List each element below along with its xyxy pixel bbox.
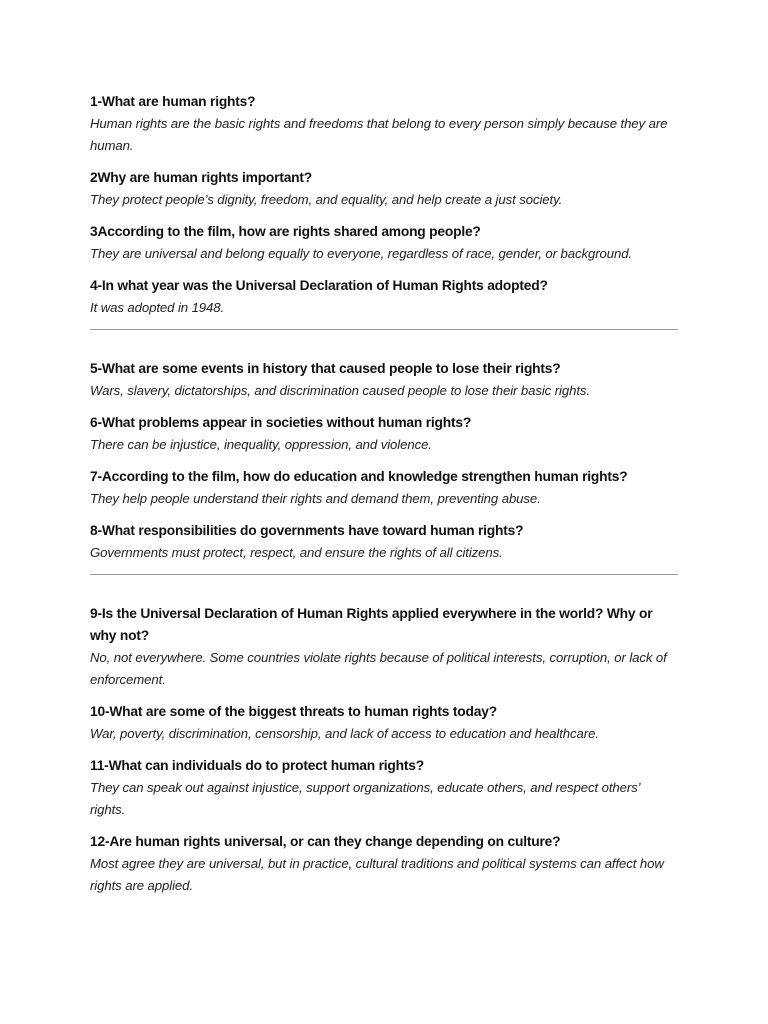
answer-5: Wars, slavery, dictatorships, and discrimination caused people to lose their basic rights.: [90, 383, 590, 398]
qa-item-1: [90, 91, 678, 157]
question-7: 7-According to the film, how do education and knowledge strengthen human rights?: [90, 469, 628, 484]
question-9: 9-Is the Universal Declaration of Human Rights applied everywhere in the world? Why or why not?: [90, 606, 653, 643]
qa-item-7: [90, 466, 678, 510]
section-3: [90, 603, 678, 897]
answer-7: They help people understand their rights and demand them, preventing abuse.: [90, 491, 541, 506]
answer-12: Most agree they are universal, but in practice, cultural traditions and political systems can affect how rights are applied.: [90, 856, 664, 893]
section-1: [90, 91, 678, 319]
answer-11: They can speak out against injustice, support organizations, educate others, and respect others’ rights.: [90, 780, 640, 817]
qa-item-2: [90, 167, 678, 211]
section-2: [90, 358, 678, 564]
answer-6: There can be injustice, inequality, oppression, and violence.: [90, 437, 432, 452]
qa-item-9: [90, 603, 678, 691]
qa-item-4: [90, 275, 678, 319]
qa-item-5: [90, 358, 678, 402]
section-divider-2: [90, 574, 678, 575]
question-12: 12-Are human rights universal, or can they change depending on culture?: [90, 834, 561, 849]
qa-item-3: [90, 221, 678, 265]
question-1: 1-What are human rights?: [90, 94, 256, 109]
answer-9: No, not everywhere. Some countries violate rights because of political interests, corruption, or lack of enforcement.: [90, 650, 667, 687]
question-3: 3According to the film, how are rights shared among people?: [90, 224, 481, 239]
answer-1: Human rights are the basic rights and freedoms that belong to every person simply because they are human.: [90, 116, 668, 153]
answer-3: They are universal and belong equally to everyone, regardless of race, gender, or background.: [90, 246, 632, 261]
qa-item-10: [90, 701, 678, 745]
qa-item-6: [90, 412, 678, 456]
qa-item-8: [90, 520, 678, 564]
question-6: 6-What problems appear in societies without human rights?: [90, 415, 472, 430]
answer-2: They protect people’s dignity, freedom, and equality, and help create a just society.: [90, 192, 563, 207]
qa-item-11: [90, 755, 678, 821]
answer-8: Governments must protect, respect, and ensure the rights of all citizens.: [90, 545, 503, 560]
question-10: 10-What are some of the biggest threats to human rights today?: [90, 704, 497, 719]
question-8: 8-What responsibilities do governments have toward human rights?: [90, 523, 524, 538]
answer-4: It was adopted in 1948.: [90, 300, 225, 315]
qa-item-12: [90, 831, 678, 897]
question-5: 5-What are some events in history that caused people to lose their rights?: [90, 361, 561, 376]
question-4: 4-In what year was the Universal Declaration of Human Rights adopted?: [90, 278, 548, 293]
question-11: 11-What can individuals do to protect human rights?: [90, 758, 424, 773]
section-divider-1: [90, 329, 678, 330]
answer-10: War, poverty, discrimination, censorship, and lack of access to education and healthcare.: [90, 726, 599, 741]
question-2: 2Why are human rights important?: [90, 170, 313, 185]
